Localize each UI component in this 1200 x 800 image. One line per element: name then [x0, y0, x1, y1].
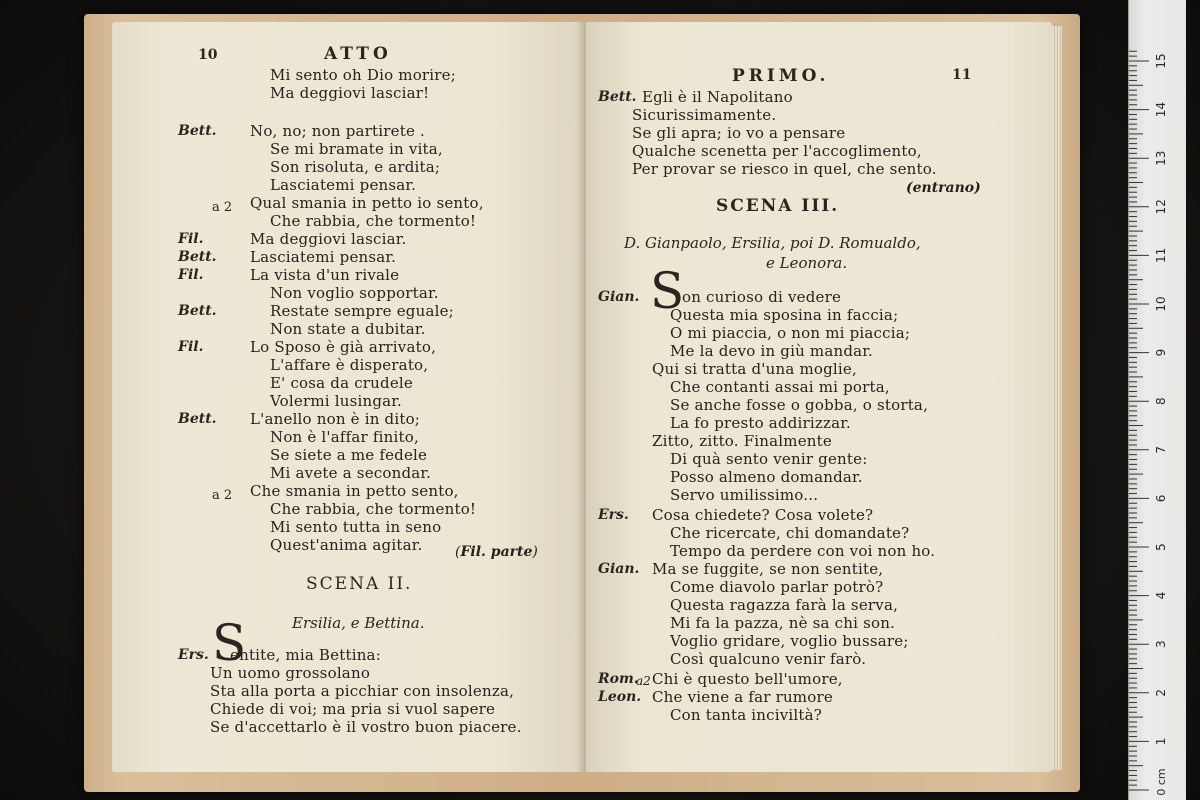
left-page: [112, 22, 586, 772]
verse-line: O mi piaccia, o non mi piaccia;: [670, 324, 911, 342]
verse-line: Se mi bramate in vita,: [270, 140, 443, 158]
ruler-scale: [1129, 0, 1186, 800]
running-head-right: PRIMO.: [732, 66, 830, 86]
verse-line: Se gli apra; io vo a pensare: [632, 124, 846, 142]
ruler-number: 1: [1154, 737, 1168, 746]
verse-line: Lasciatemi pensar.: [250, 248, 397, 266]
verse-line: L'anello non è in dito;: [250, 410, 421, 428]
verse-line: Lasciatemi pensar.: [270, 176, 417, 194]
verse-line: Restate sempre eguale;: [270, 302, 454, 320]
verse-line: La fo presto addirizzar.: [670, 414, 851, 432]
verse-line: entite, mia Bettina:: [230, 646, 381, 664]
verse-line: Come diavolo parlar potrò?: [670, 578, 884, 596]
verse-line: Che viene a far rumore: [652, 688, 833, 706]
speaker-label: Bett.: [178, 249, 217, 265]
verse-line: No, no; non partirete .: [250, 122, 425, 140]
verse-line: Egli è il Napolitano: [642, 88, 793, 106]
a2-marker: a 2: [212, 200, 233, 215]
verse-line: Qual smania in petto io sento,: [250, 194, 484, 212]
verse-line: Di quà sento venir gente:: [670, 450, 868, 468]
verse-line: Non voglio sopportar.: [270, 284, 439, 302]
ruler-number: 11: [1154, 247, 1168, 264]
verse-line: Non state a dubitar.: [270, 320, 426, 338]
a2-marker: a 2: [212, 488, 233, 503]
verse-line: Questa ragazza farà la serva,: [670, 596, 899, 614]
verse-line: Quest'anima agitar.: [270, 536, 423, 554]
drop-cap: S: [650, 262, 685, 320]
speaker-label: Leon.: [598, 689, 642, 705]
cm-ruler: [1128, 0, 1186, 800]
ruler-number: 12: [1154, 199, 1168, 215]
verse-line: Posso almeno domandar.: [670, 468, 863, 486]
a2-marker: a2: [636, 674, 651, 688]
verse-line: Questa mia sposina in faccia;: [670, 306, 899, 324]
verse-line: Con tanta inciviltà?: [670, 706, 823, 724]
verse-line: Chi è questo bell'umore,: [652, 670, 843, 688]
ruler-unit-label: 0 cm: [1155, 768, 1168, 796]
verse-line: Mi sento oh Dio morire;: [270, 66, 456, 84]
ruler-number: 7: [1154, 445, 1168, 454]
drop-cap: S: [212, 614, 247, 672]
ruler-number: 14: [1154, 101, 1168, 118]
speaker-label: Fil.: [178, 231, 204, 247]
verse-line: Così qualcuno venir farò.: [670, 650, 867, 668]
verse-line: Sicurissimamente.: [632, 106, 777, 124]
speaker-label: Gian.: [598, 561, 640, 577]
verse-line: Ma se fuggite, se non sentite,: [652, 560, 884, 578]
verse-line: Volermi lusingar.: [270, 392, 402, 410]
verse-line: Cosa chiedete? Cosa volete?: [652, 506, 874, 524]
scene-heading-scena-iii: SCENA III.: [716, 196, 840, 216]
verse-line: Qualche scenetta per l'accoglimento,: [632, 142, 922, 160]
scene-characters-ii: Ersilia, e Bettina.: [292, 614, 425, 632]
verse-line: Che ricercate, chi domandate?: [670, 524, 910, 542]
ruler-number: 9: [1154, 348, 1168, 357]
speaker-label: Bett.: [598, 89, 637, 105]
verse-line: Mi fa la pazza, nè sa chi son.: [670, 614, 896, 632]
ruler-number: 3: [1154, 640, 1168, 649]
verse-line: E' cosa da crudele: [270, 374, 413, 392]
ruler-number: 2: [1154, 688, 1168, 697]
verse-line: Ma deggiovi lasciar.: [250, 230, 407, 248]
page-edge: [1052, 26, 1062, 770]
page-number-left: 10: [198, 47, 218, 63]
scene-characters-iii-line1: D. Gianpaolo, Ersilia, poi D. Romualdo,: [624, 234, 921, 252]
verse-line: Se d'accettarlo è il vostro buon piacere.: [210, 718, 522, 736]
ruler-number: 15: [1154, 53, 1168, 69]
ruler-number: 4: [1154, 591, 1168, 600]
verse-line: La vista d'un rivale: [250, 266, 400, 284]
verse-line: Un uomo grossolano: [210, 664, 371, 682]
speaker-label: Rom.: [598, 671, 639, 687]
ruler-number: 5: [1154, 543, 1168, 551]
scene-characters-iii-line2: e Leonora.: [766, 254, 848, 272]
speaker-label: Fil.: [178, 267, 204, 283]
verse-line: Che contanti assai mi porta,: [670, 378, 890, 396]
verse-line: Che rabbia, che tormento!: [270, 500, 477, 518]
verse-line: Son risoluta, e ardita;: [270, 158, 441, 176]
verse-line: Che rabbia, che tormento!: [270, 212, 477, 230]
speaker-label: Fil.: [178, 339, 204, 355]
running-head-left: ATTO: [324, 44, 392, 64]
ruler-number: 10: [1154, 296, 1168, 312]
verse-line: Qui si tratta d'una moglie,: [652, 360, 857, 378]
verse-line: Per provar se riesco in quel, che sento.: [632, 160, 937, 178]
verse-line: Zitto, zitto. Finalmente: [652, 432, 832, 450]
verse-line: Se siete a me fedele: [270, 446, 428, 464]
ruler-number: 13: [1154, 150, 1168, 166]
speaker-label: Bett.: [178, 303, 217, 319]
verse-line: on curioso di vedere: [682, 288, 842, 306]
stage-direction-fil-parte: (Fil. parte): [455, 544, 538, 560]
ruler-number: 8: [1154, 397, 1168, 406]
verse-line: Ma deggiovi lasciar!: [270, 84, 430, 102]
verse-line: Chiede di voi; ma pria si vuol sapere: [210, 700, 496, 718]
verse-line: Me la devo in giù mandar.: [670, 342, 873, 360]
verse-line: Che smania in petto sento,: [250, 482, 459, 500]
stage-direction-entrano: (entrano): [906, 180, 981, 196]
right-page: [586, 22, 1052, 772]
verse-line: Se anche fosse o gobba, o storta,: [670, 396, 929, 414]
speaker-label: Ers.: [178, 647, 209, 663]
page-number-right: 11: [952, 67, 972, 83]
verse-line: Voglio gridare, voglio bussare;: [670, 632, 909, 650]
speaker-label: Bett.: [178, 123, 217, 139]
verse-line: Non è l'affar finito,: [270, 428, 419, 446]
verse-line: Servo umilissimo...: [670, 486, 819, 504]
verse-line: L'affare è disperato,: [270, 356, 429, 374]
speaker-label: Ers.: [598, 507, 629, 523]
speaker-label: Gian.: [598, 289, 640, 305]
ruler-number: 6: [1154, 494, 1168, 503]
verse-line: Lo Sposo è già arrivato,: [250, 338, 437, 356]
speaker-label: Bett.: [178, 411, 217, 427]
verse-line: Mi avete a secondar.: [270, 464, 432, 482]
verse-line: Mi sento tutta in seno: [270, 518, 442, 536]
verse-line: Sta alla porta a picchiar con insolenza,: [210, 682, 515, 700]
verse-line: Tempo da perdere con voi non ho.: [670, 542, 936, 560]
scene-heading-scena-ii: SCENA II.: [306, 574, 413, 594]
